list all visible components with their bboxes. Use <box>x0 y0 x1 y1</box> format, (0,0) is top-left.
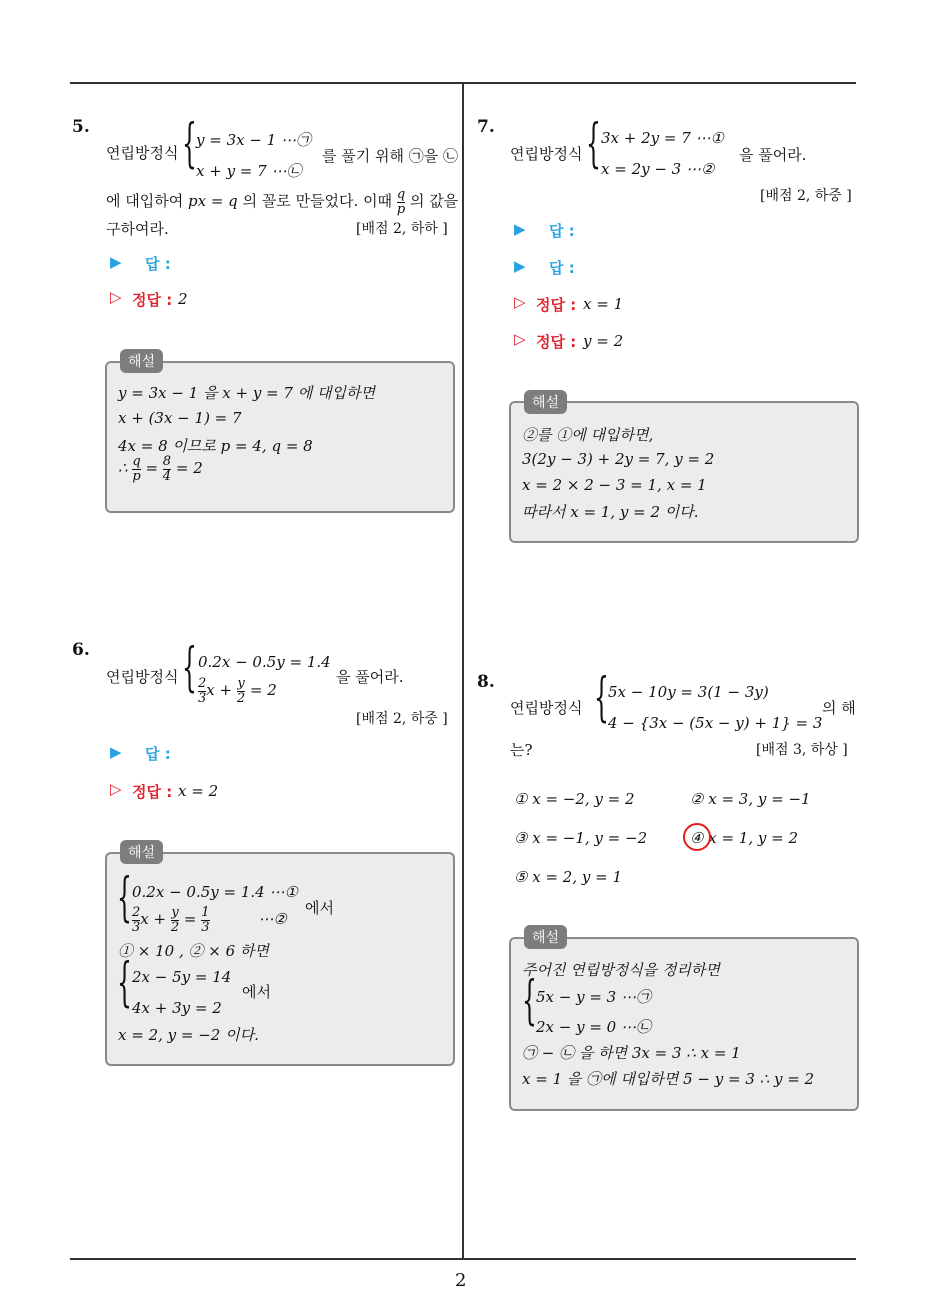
q5-line2 <box>106 188 458 216</box>
q6-eq2: $\frac{2}{3}$ x + $\frac{y}{2}$ = 2 <box>198 676 277 706</box>
q7-sol1: ②를 ①에 대입하면, <box>522 426 654 444</box>
q5-line3: 구하여라. <box>106 220 169 238</box>
q7-score: [배점 2, 하중 ] <box>760 188 852 204</box>
q8-brace: { <box>594 668 609 728</box>
q6-sol-from: 에서 <box>305 899 334 917</box>
q5-tail1: 를 풀기 위해 ㉠을 ㉡ <box>322 147 459 165</box>
q5-correct-value: 2 <box>178 290 188 308</box>
q8-tail1: 의 해 <box>822 699 856 717</box>
q5-sol3: 4x = 8 이므로 p = 4, q = 8 <box>118 437 313 455</box>
q6-correct-arrow-icon: ▷ <box>110 780 122 798</box>
q8-sol-eq1: 5x − y = 3 ⋯㉠ <box>536 988 651 1006</box>
q6-sol-end: x = 2, y = −2 이다. <box>118 1026 259 1044</box>
q7-answer-arrow-icon-1: ▶ <box>514 220 526 238</box>
q8-solution-tag: 해설 <box>524 925 567 949</box>
q7-tail: 을 풀어라. <box>739 146 807 164</box>
q7-correct-label-2: 정답 : <box>536 333 577 351</box>
q7-correct-value-1: x = 1 <box>583 295 624 313</box>
q6-solution-tag: 해설 <box>120 840 163 864</box>
q8-eq1: 5x − 10y = 3(1 − 3y) <box>608 683 769 701</box>
q8-choice-1[interactable]: ① x = −2, y = 2 <box>514 790 635 808</box>
q5-lead: 연립방정식 <box>106 144 179 162</box>
q6-sol-eq2: $\frac{2}{3}$ x + $\frac{y}{2}$ = $\frac{1}{3}$ ⋯② <box>132 905 287 935</box>
q6-score: [배점 2, 하중 ] <box>356 711 448 727</box>
q5-sol2: x + (3x − 1) = 7 <box>118 409 242 427</box>
q5-correct-arrow-icon: ▷ <box>110 288 122 306</box>
q5-sol1: y = 3x − 1 을 x + y = 7 에 대입하면 <box>118 384 375 402</box>
q6-sol-brace1: { <box>117 868 132 928</box>
q6-answer-arrow-icon: ▶ <box>110 743 122 761</box>
q7-answer-label-1: 답 : <box>549 222 575 240</box>
center-divider <box>462 84 464 1260</box>
q5-answer-label: 답 : <box>145 255 171 273</box>
q7-sol3: x = 2 × 2 − 3 = 1, x = 1 <box>522 476 707 494</box>
q6-eq1: 0.2x − 0.5y = 1.4 <box>198 653 331 671</box>
q6-answer-label: 답 : <box>145 745 171 763</box>
bottom-rule <box>70 1258 856 1260</box>
q8-sol1: 주어진 연립방정식을 정리하면 <box>522 961 720 979</box>
q8-sol4: x = 1 을 ㉠에 대입하면 5 − y = 3 ∴ y = 2 <box>522 1070 815 1088</box>
q6-brace: { <box>182 638 197 698</box>
q6-sol-mul: ① × 10 , ② × 6 하면 <box>118 942 269 960</box>
q5-eq1: y = 3x − 1 ⋯㉠ <box>196 131 311 149</box>
q7-correct-arrow-icon-2: ▷ <box>514 330 526 348</box>
q8-tail2: 는? <box>510 741 533 759</box>
q7-eq2: x = 2y − 3 ⋯② <box>601 160 715 178</box>
q8-lead: 연립방정식 <box>510 699 583 717</box>
q6-sol-brace2: { <box>117 953 132 1013</box>
q5-correct-label: 정답 : <box>132 291 173 309</box>
page-number: 2 <box>455 1270 467 1291</box>
q6-lead: 연립방정식 <box>106 668 179 686</box>
q5-brace: { <box>182 114 197 174</box>
q5-score: [배점 2, 하하 ] <box>356 221 448 237</box>
q7-correct-value-2: y = 2 <box>583 332 624 350</box>
q6-correct-value: x = 2 <box>178 782 219 800</box>
q7-brace: { <box>586 114 601 174</box>
q7-eq1: 3x + 2y = 7 ⋯① <box>601 129 724 147</box>
q6-sol-eq3: 2x − 5y = 14 <box>132 968 232 986</box>
q8-sol-eq2: 2x − y = 0 ⋯㉡ <box>536 1018 651 1036</box>
q5-eq2: x + y = 7 ⋯㉡ <box>196 162 302 180</box>
q8-selected-mark-icon <box>683 823 711 851</box>
q5-solution-tag: 해설 <box>120 349 163 373</box>
q7-sol2: 3(2y − 3) + 2y = 7, y = 2 <box>522 450 715 468</box>
q5-number: 5. <box>72 117 90 137</box>
q8-choice-2[interactable]: ② x = 3, y = −1 <box>690 790 811 808</box>
q7-correct-arrow-icon-1: ▷ <box>514 293 526 311</box>
q5-line2b: px = q <box>188 192 238 211</box>
q6-sol-eq1: 0.2x − 0.5y = 1.4 ⋯① <box>132 883 298 901</box>
q5-line2a: 에 대입하여 <box>106 192 184 211</box>
q5-sol4: ∴ $\frac{q}{p}$ = $\frac{8}{4}$ = 2 <box>118 454 203 484</box>
q6-sol-from2: 에서 <box>242 983 271 1001</box>
q6-correct-label: 정답 : <box>132 783 173 801</box>
q5-fraction: $\frac{q}{p}$ <box>396 187 406 217</box>
q7-answer-arrow-icon-2: ▶ <box>514 257 526 275</box>
q6-number: 6. <box>72 640 90 660</box>
q8-choice-3[interactable]: ③ x = −1, y = −2 <box>514 829 648 847</box>
q5-line2c: 의 꼴로 만들었다. 이때 <box>242 192 393 211</box>
q5-line2d: 의 값을 <box>409 192 459 211</box>
q7-lead: 연립방정식 <box>510 145 583 163</box>
q6-sol-eq4: 4x + 3y = 2 <box>132 999 222 1017</box>
q8-score: [배점 3, 하상 ] <box>756 742 848 758</box>
q8-eq2: 4 − {3x − (5x − y) + 1} = 3 <box>608 714 823 732</box>
q7-solution-tag: 해설 <box>524 390 567 414</box>
q8-sol-brace: { <box>522 971 537 1031</box>
q6-tail: 을 풀어라. <box>336 668 404 686</box>
q7-number: 7. <box>477 117 495 137</box>
q5-answer-arrow-icon: ▶ <box>110 253 122 271</box>
q8-sol3: ㉠ − ㉡ 을 하면 3x = 3 ∴ x = 1 <box>522 1044 741 1062</box>
q7-correct-label-1: 정답 : <box>536 296 577 314</box>
q7-sol4: 따라서 x = 1, y = 2 이다. <box>522 503 699 521</box>
q7-answer-label-2: 답 : <box>549 259 575 277</box>
q8-number: 8. <box>477 672 495 692</box>
q8-choice-5[interactable]: ⑤ x = 2, y = 1 <box>514 868 622 886</box>
q8-choice-4[interactable]: ④ x = 1, y = 2 <box>690 829 798 847</box>
